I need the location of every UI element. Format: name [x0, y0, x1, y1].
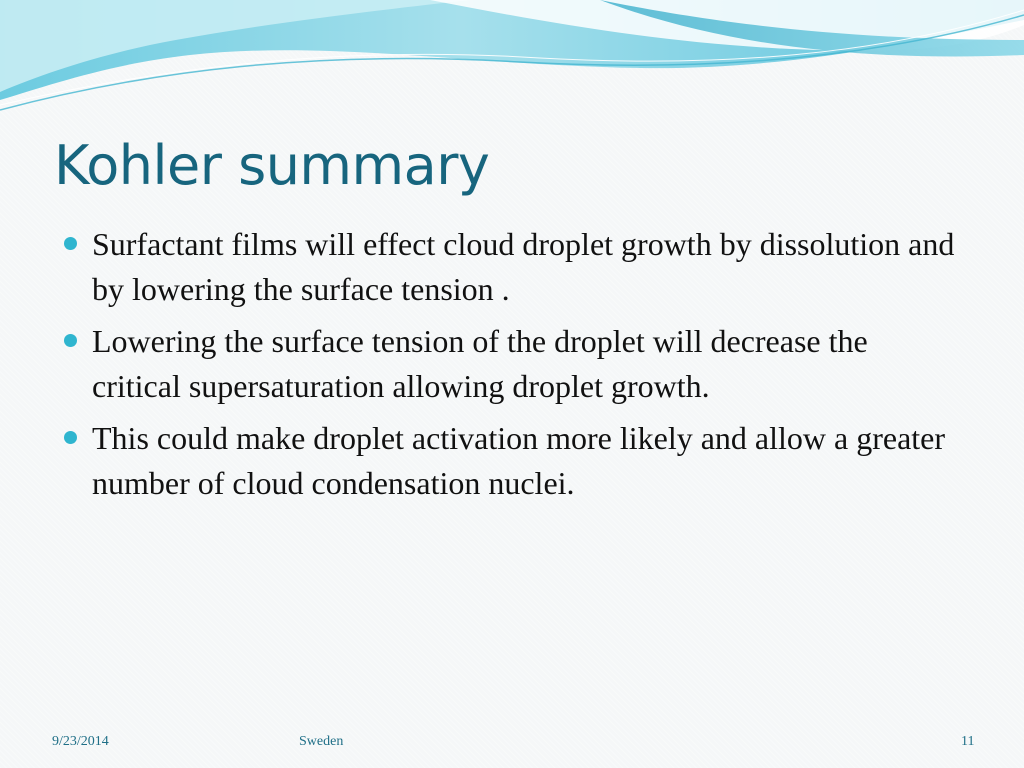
bullet-dot-icon — [64, 431, 77, 444]
footer-date: 9/23/2014 — [52, 734, 109, 749]
bullet-item — [62, 222, 962, 312]
bullet-dot-icon — [64, 334, 77, 347]
slide-title: Kohler summary — [54, 134, 490, 197]
bullet-text: Lowering the surface tension of the droplet will decrease the critical supersaturation allowing droplet growth. — [92, 323, 868, 404]
bullet-text: Surfactant films will effect cloud droplet growth by dissolution and by lowering the surface tension . — [92, 226, 955, 307]
header-wave-decoration — [0, 0, 1024, 120]
bullet-item — [62, 319, 962, 409]
footer-location: Sweden — [299, 734, 344, 749]
slide-number: 11 — [961, 734, 975, 749]
bullet-text: This could make droplet activation more likely and allow a greater number of cloud condensation nuclei. — [92, 420, 946, 501]
bullet-list — [62, 222, 962, 513]
bullet-dot-icon — [64, 237, 77, 250]
bullet-item — [62, 416, 962, 506]
